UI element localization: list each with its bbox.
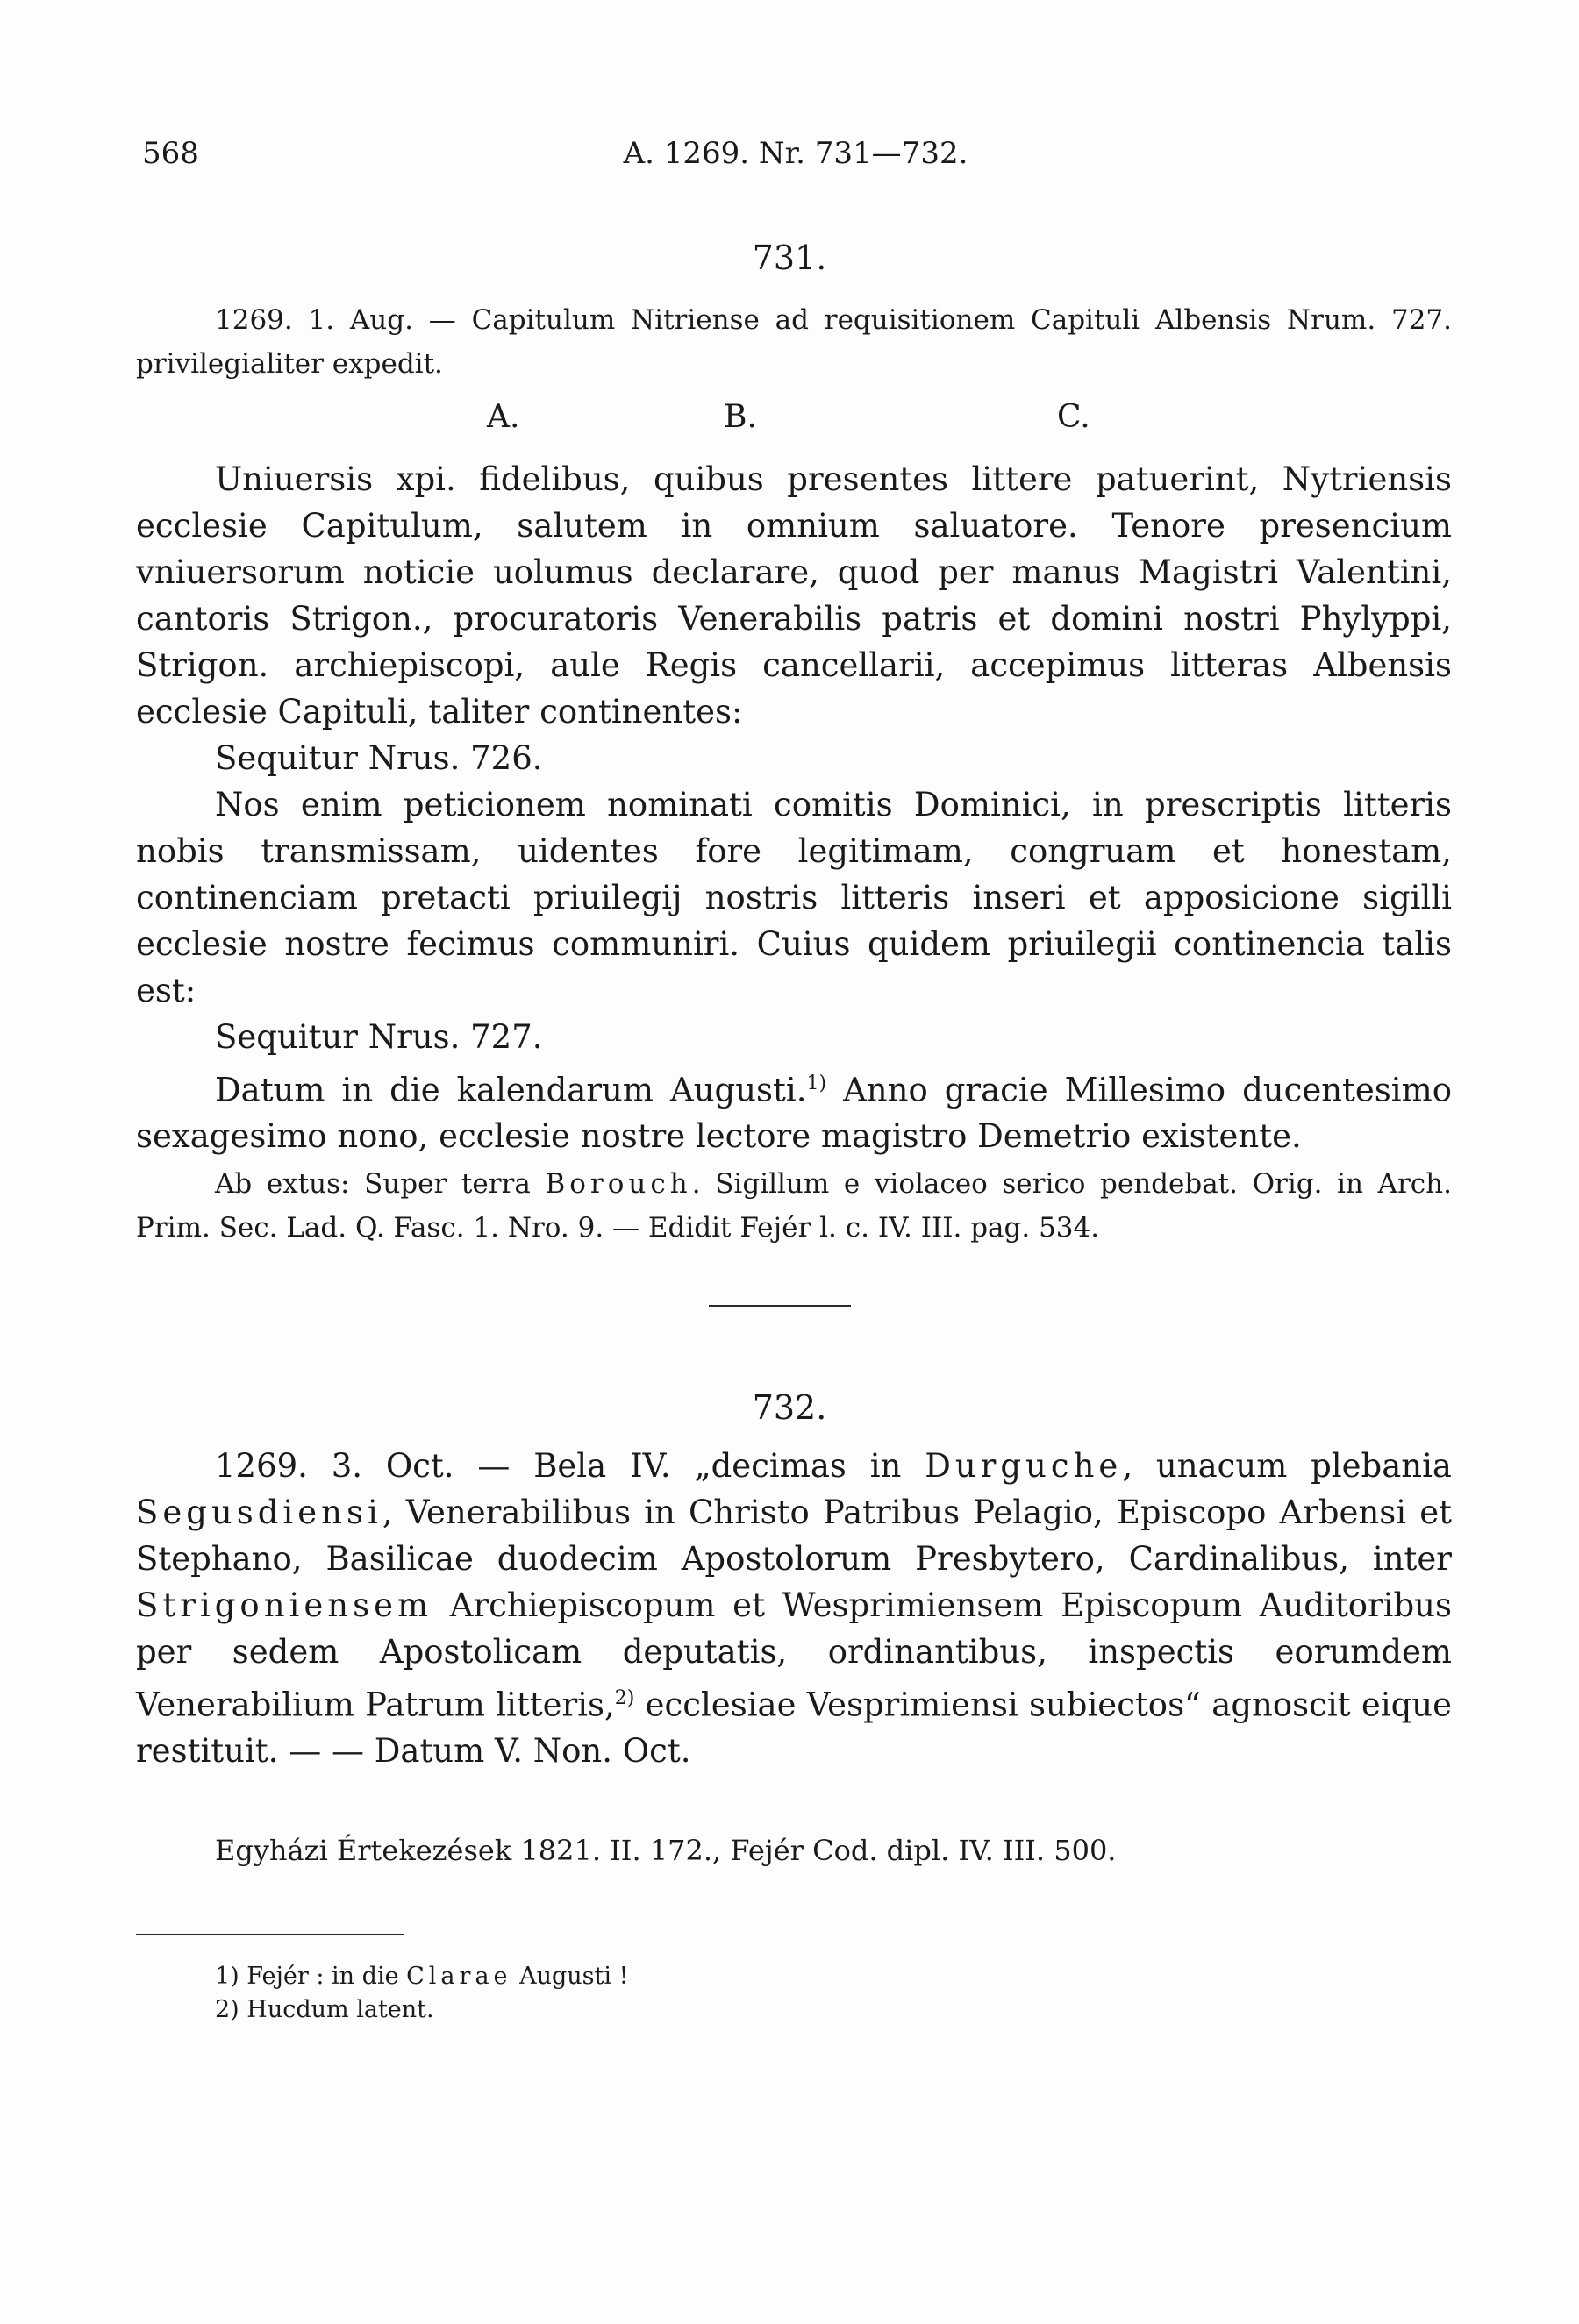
footnote-rule xyxy=(136,1934,404,1935)
footnote-ref-2: 2) xyxy=(614,1687,635,1709)
page-header xyxy=(142,136,1449,180)
paragraph-3 xyxy=(136,1060,1452,1159)
footnote-ref-1: 1) xyxy=(806,1073,827,1094)
siglum-b: B. xyxy=(724,399,757,435)
text-732 xyxy=(136,1443,1452,1774)
regest-line-2: privilegialiter expedit. xyxy=(136,348,443,380)
source-citation: Egyházi Értekezések 1821. II. 172., Fejér Cod. dipl. IV. III. 500. xyxy=(215,1834,1117,1867)
sequitur-726: Sequitur Nrus. 726. xyxy=(215,739,543,777)
manuscript-sigla xyxy=(0,399,1579,443)
datum-text: Datum in die kalendarum Augusti. xyxy=(215,1071,807,1109)
datum-text-cont: Anno gracie Millesimo ducentesimo sexagesimo nono, ecclesie nostre lectore magistro Demetrio existente. xyxy=(136,1071,1452,1156)
note-label: Ab extus: xyxy=(215,1168,350,1200)
siglum-c: C. xyxy=(1057,399,1090,435)
archival-note-731: Ab extus: Super terra Borouch. Sigillum e violaceo serico pendebat. Orig. in Arch. Prim. Sec. Lad. Q. Fasc. 1. Nro. 9. — Edidit Fejér l. c. IV. III. pag. 534. xyxy=(136,1168,1452,1244)
regest-line-1: 1269. 1. Aug. — Capitulum Nitriense ad requisitionem Capituli Albensis Nrum. 727. xyxy=(215,304,1452,336)
place-durguche: Durguche xyxy=(925,1447,1123,1485)
place-segusdiensi: Segusdiensi xyxy=(136,1493,382,1531)
separator-rule xyxy=(709,1305,851,1307)
sequitur-727: Sequitur Nrus. 727. xyxy=(215,1018,543,1056)
text-731 xyxy=(136,456,1452,1159)
footnotes xyxy=(215,1960,1355,2027)
paragraph-1: Uniuersis xpi. fidelibus, quibus presentes littere patuerint, Nytriensis ecclesie Capitulum, salutem in omnium saluatore. Tenore presencium vniuersorum noticie uolumus declarare, quod per manus Magistri Valentini, cantoris Strigon., procuratoris Venerabilis patris et domini nostri Phylyppi, Strigon. archiepiscopi, aule Regis cancellarii, accepimus litteras Albensis ecclesie Capituli, taliter continentes: xyxy=(136,460,1452,731)
running-title: A. 1269. Nr. 731—732. xyxy=(623,136,968,171)
source-732 xyxy=(136,1829,1452,1872)
place-name: Borouch xyxy=(545,1168,692,1200)
siglum-a: A. xyxy=(487,399,520,435)
page-number: 568 xyxy=(142,136,199,171)
regest-731 xyxy=(136,298,1452,386)
footnote-1: 1) Fejér : in die Clarae Augusti ! xyxy=(215,1963,629,1990)
document-number-732: 732. xyxy=(752,1388,827,1427)
name-strigoniensem: Strigoniensem xyxy=(136,1586,433,1624)
document-number-731: 731. xyxy=(752,239,827,277)
footnote-2: 2) Hucdum latent. xyxy=(215,1996,434,2023)
regest-732: 1269. 3. Oct. — Bela IV. „decimas in Durguche, unacum plebania Segusdiensi, Venerabilibus in Christo Patribus Pelagio, Episcopo Arbensi et Stephano, Basilicae duodecim Apostolorum Presbytero, Cardinalibus, inter Strigoniensem Archiepiscopum et Wesprimiensem Episcopum Auditoribus per sedem Apostolicam deputatis, ordinantibus, inspectis eorumdem Venerabilium Patrum litteris,$^{2)}$ ecclesiae Vesprimiensi subiectos“ agnoscit eique restituit. — — Datum V. Non. Oct. xyxy=(136,1447,1452,1771)
paragraph-2: Nos enim peticionem nominati comitis Dominici, in prescriptis litteris nobis transmissam, uidentes fore legitimam, congruam et honestam, continenciam pretacti priuilegij nostris litteris inseri et apposicione sigilli ecclesie nostre fecimus communiri. Cuius quidem priuilegii continencia talis est: xyxy=(136,786,1452,1009)
